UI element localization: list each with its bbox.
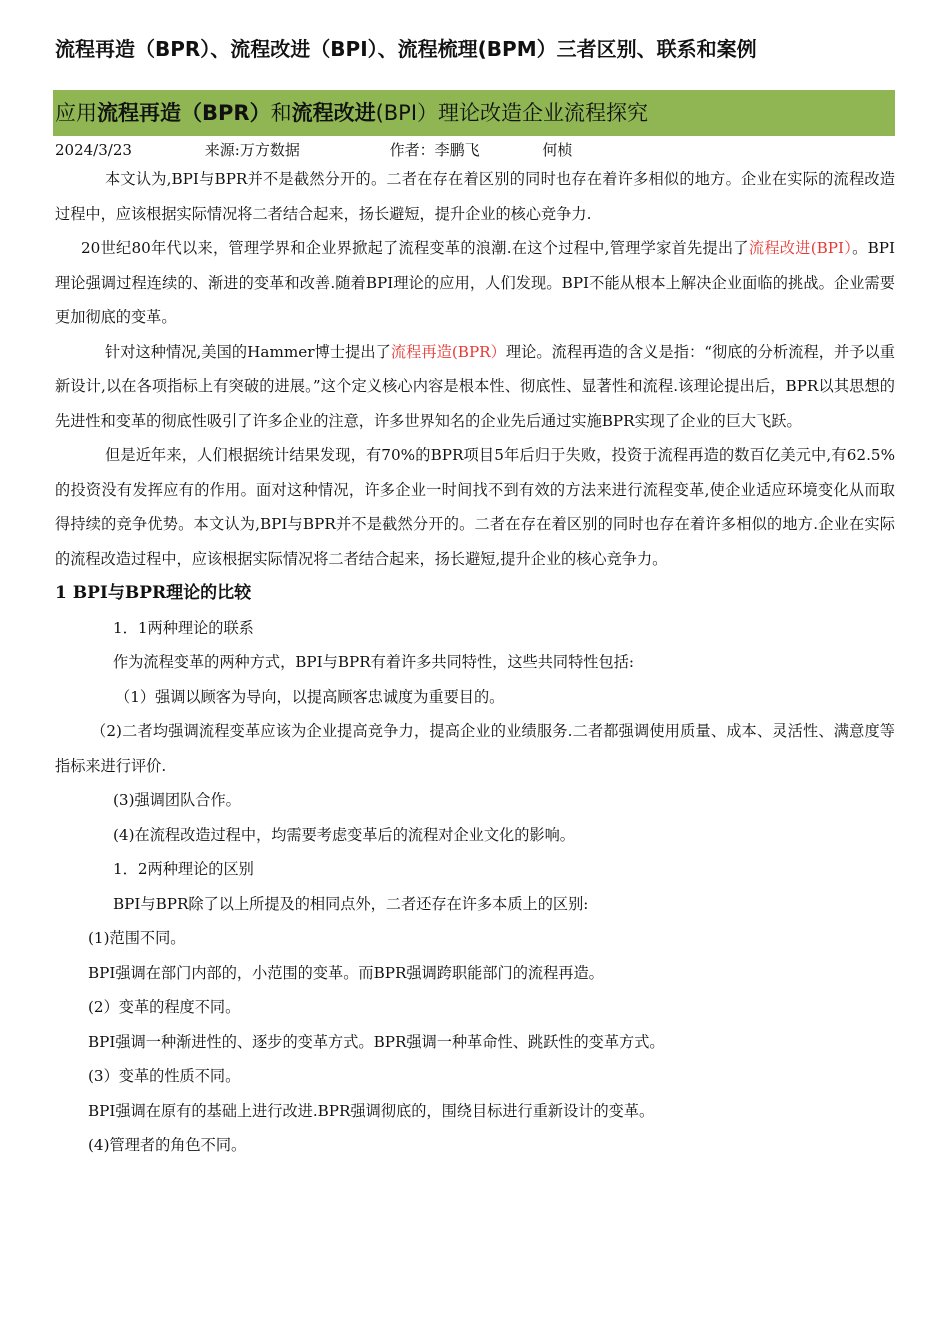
paragraph-intro: 本文认为,BPI与BPR并不是截然分开的。二者在存在着区别的同时也存在着许多相似的地方。企业在实际的流程改造过程中，应该根据实际情况将二者结合起来，扬长避短，提升企业的核心竞争力. [55, 170, 895, 223]
article-source: 来源:万方数据 [204, 141, 300, 159]
subsection-heading-1-2: 1．2两种理论的区别 [113, 860, 254, 878]
article-title-banner [53, 90, 895, 136]
paragraph-bpr-a: 针对这种情况,美国的Hammer博士提出了 [105, 342, 391, 361]
subsection-heading-1-1: 1．1两种理论的联系 [113, 618, 254, 637]
paragraph-bpr [55, 335, 895, 439]
link-bpr[interactable]: 流程再造(BPR） [390, 342, 506, 361]
article-meta [55, 138, 895, 162]
article-body [55, 162, 895, 1163]
list-item-common-2: （2)二者均强调流程变革应该为企业提高竞争力，提高企业的业绩服务.二者都强调使用质量、成本、灵活性、满意度等指标来进行评价. [55, 722, 895, 775]
banner-text-5: (BPI）理论改造企业流程探究 [375, 101, 649, 125]
article-date: 2024/3/23 [55, 141, 132, 159]
list-item-diff-4: (4)管理者的角色不同。 [88, 1136, 247, 1154]
list-item-diff-3: (3）变革的性质不同。 [88, 1067, 241, 1085]
list-item-common-4: (4)在流程改造过程中，均需要考虑变革后的流程对企业文化的影响。 [113, 825, 575, 844]
banner-text-2: 流程再造（BPR） [97, 101, 271, 125]
list-item-common-1: （1）强调以顾客为导向，以提高顾客忠诚度为重要目的。 [115, 687, 505, 706]
paragraph-history-a: 20世纪80年代以来，管理学界和企业界掀起了流程变革的浪潮.在这个过程中,管理学家首先提出了 [81, 239, 749, 257]
list-item-common-3: (3)强调团队合作。 [113, 791, 241, 809]
paragraph-diff-2: BPI强调一种渐进性的、逐步的变革方式。BPR强调一种革命性、跳跃性的变革方式。 [88, 1032, 665, 1051]
banner-text-1: 应用 [55, 101, 97, 125]
section-heading-1: 1 BPI与BPR理论的比较 [55, 583, 252, 603]
paragraph-common-intro: 作为流程变革的两种方式，BPI与BPR有着许多共同特性，这些共同特性包括: [113, 653, 634, 671]
banner-text-3: 和 [270, 101, 292, 125]
paragraph-diff-intro: BPI与BPR除了以上所提及的相同点外，二者还存在许多本质上的区别: [113, 894, 589, 913]
article-author: 作者：李鹏飞 [389, 141, 480, 159]
paragraph-history [55, 231, 895, 335]
link-bpi[interactable]: 流程改进(BPI） [748, 239, 853, 257]
document-title: 流程再造（BPR）、流程改进（BPI）、流程梳理(BPM）三者区别、联系和案例 [55, 37, 757, 61]
paragraph-failure: 但是近年来，人们根据统计结果发现，有70%的BPR项目5年后归于失败，投资于流程再造的数百亿美元中,有62.5%的投资没有发挥应有的作用。面对这种情况，许多企业一时间找不到有效的方法来进行流程变革,使企业适应环境变化从而取得持续的竞争优势。本文认为,BPI与BPR并不是截然分开的。二者在存在着区别的同时也存在着许多相似的地方.企业在实际的流程改造过程中，应该根据实际情况将二者结合起来，扬长避短,提升企业的核心竞争力。 [55, 446, 895, 568]
list-item-diff-1: (1)范围不同。 [88, 929, 186, 947]
paragraph-history-b: 。BPI理论强调过程连续的、渐进的变革和改善.随着BPI理论的应用，人们发现。BPI不能从根本上解决企业面临的挑战。企业需要更加彻底的变革。 [55, 239, 895, 326]
paragraph-diff-1: BPI强调在部门内部的，小范围的变革。而BPR强调跨职能部门的流程再造。 [88, 963, 604, 982]
paragraph-bpr-b: 理论。流程再造的含义是指：“彻底的分析流程，并予以重新设计,以在各项指标上有突破的进展。”这个定义核心内容是根本性、彻底性、显著性和流程.该理论提出后，BPR以其思想的先进性和变革的彻底性吸引了许多企业的注意，许多世界知名的企业先后通过实施BPR实现了企业的巨大飞跃。 [55, 342, 895, 430]
list-item-diff-2: (2）变革的程度不同。 [88, 998, 241, 1016]
banner-text-4: 流程改进 [291, 101, 376, 125]
paragraph-diff-3: BPI强调在原有的基础上进行改进.BPR强调彻底的，围绕目标进行重新设计的变革。 [88, 1101, 655, 1120]
article-coauthor: 何桢 [542, 141, 573, 159]
